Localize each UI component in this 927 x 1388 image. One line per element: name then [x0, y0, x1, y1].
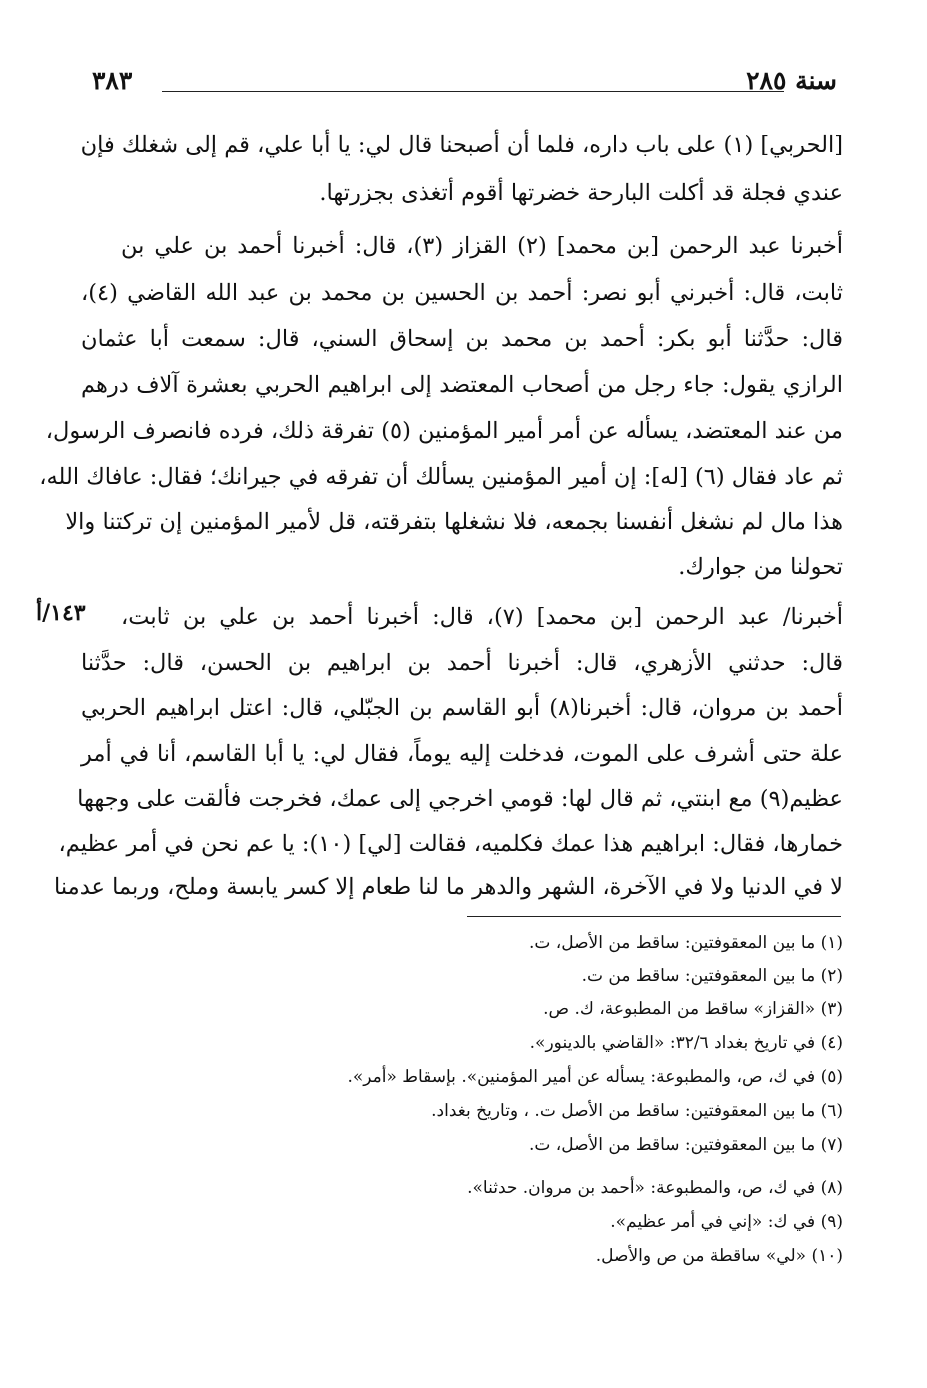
footnote: (٨) في ك، ص، والمطبوعة: «أحمد بن مروان. حدثنا».	[467, 1178, 843, 1198]
body-line: عندي فجلة قد أكلت البارحة خضرتها أقوم أتغذى بجزرتها.	[319, 180, 843, 206]
footnote: (٧) ما بين المعقوفتين: ساقط من الأصل، ت.	[528, 1135, 843, 1155]
body-line: الرازي يقول: جاء رجل من أصحاب المعتضد إلى ابراهيم الحربي بعشرة آلاف درهم	[81, 372, 843, 398]
body-line: قال: حدثني الأزهري، قال: أخبرنا أحمد بن ابراهيم بن الحسن، قال: حدَّثنا	[81, 650, 843, 676]
running-header-year: سنة ٢٨٥	[746, 66, 837, 95]
header-rule	[162, 91, 784, 92]
footnote: (٢) ما بين المعقوفتين: ساقط من ت.	[581, 966, 843, 986]
footnote: (٦) ما بين المعقوفتين: ساقط من الأصل ت. ، وتاريخ بغداد.	[431, 1101, 843, 1121]
page-number: ٣٨٣	[92, 66, 133, 95]
body-line: قال: حدَّثنا أبو بكر: أحمد بن محمد بن إسحاق السني، قال: سمعت أبا عثمان	[81, 326, 843, 352]
footnote-rule	[467, 916, 841, 917]
footnote: (٩) في ك: «إني في أمر عظيم».	[610, 1212, 843, 1232]
body-line: هذا مال لم نشغل أنفسنا بجمعه، فلا نشغلها بتفرقته، قل لأمير المؤمنين إن تركتنا والا	[65, 509, 843, 535]
footnote: (٤) في تاريخ بغداد ٣٢/٦: «القاضي بالدينور».	[529, 1033, 843, 1053]
body-line: خمارها، فقال: ابراهيم هذا عمك فكلميه، فقالت [لي] (١٠): يا عم نحن في أمر عظيم،	[58, 831, 843, 857]
footnote: (١) ما بين المعقوفتين: ساقط من الأصل، ت.	[528, 933, 843, 953]
body-line: تحولنا من جوارك.	[678, 554, 843, 580]
body-line: لا في الدنيا ولا في الآخرة، الشهر والدهر ما لنا طعام إلا كسر يابسة وملح، وربما عدمنا	[54, 874, 843, 900]
footnote: (٥) في ك، ص، والمطبوعة: يسأله عن أمير المؤمنين». بإسقاط «أمر».	[347, 1067, 843, 1087]
manuscript-folio-note: ١٤٣/أ	[36, 600, 86, 626]
body-line: من عند المعتضد، يسأله عن أمر أمير المؤمنين (٥) تفرقة ذلك، فرده فانصرف الرسول،	[45, 418, 843, 444]
body-line: ثابت، قال: أخبرني أبو نصر: أحمد بن الحسين بن محمد بن عبد الله القاضي (٤)،	[81, 280, 843, 306]
body-line: علة حتى أشرف على الموت، فدخلت إليه يوماً، فقال لي: يا أبا القاسم، أنا في أمر	[81, 741, 843, 767]
footnote: (١٠) «لي» ساقطة من ص والأصل.	[595, 1246, 843, 1266]
body-line: [الحربي] (١) على باب داره، فلما أن أصبحنا قال لي: يا أبا علي، قم إلى شغلك فإن	[80, 132, 843, 158]
body-line: أخبرنا/ عبد الرحمن [بن محمد] (٧)، قال: أخبرنا أحمد بن علي بن ثابت،	[121, 604, 843, 630]
body-line: أخبرنا عبد الرحمن [بن محمد] (٢) القزاز (٣)، قال: أخبرنا أحمد بن علي بن	[121, 233, 844, 259]
body-line: عظيم(٩) مع ابنتي، ثم قال لها: قومي اخرجي إلى عمك، فخرجت فألقت على وجهها	[77, 786, 843, 812]
body-line: أحمد بن مروان، قال: أخبرنا(٨) أبو القاسم بن الجبّلي، قال: اعتل ابراهيم الحربي	[81, 695, 843, 721]
footnote: (٣) «القزاز» ساقط من المطبوعة، ك. ص.	[543, 999, 843, 1019]
body-line: ثم عاد فقال (٦) [له]: إن أمير المؤمنين يسألك أن تفرقه في جيرانك؛ فقال: عافاك الله،	[39, 464, 843, 490]
